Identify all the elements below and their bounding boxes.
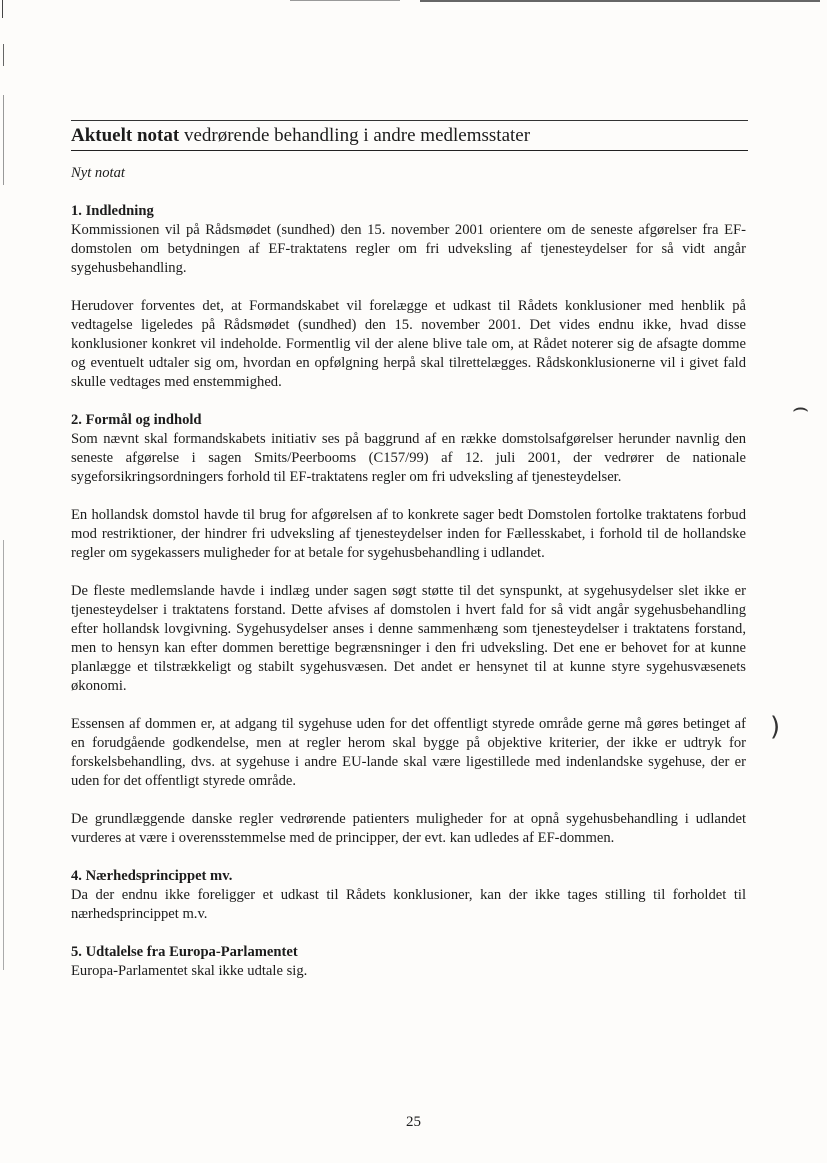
subtitle: Nyt notat xyxy=(71,165,125,181)
title-block xyxy=(71,120,748,151)
paragraph: Da der endnu ikke foreligger et udkast til Rådets konklusioner, kan der ikke tages stilling til forholdet til nærhedsprincippet m.v. xyxy=(71,887,746,922)
section-heading: 5. Udtalelse fra Europa-Parlamentet xyxy=(71,944,298,960)
page-number: 25 xyxy=(406,1114,421,1130)
paragraph: Kommissionen vil på Rådsmødet (sundhed) den 15. november 2001 orientere om de seneste afgørelser fra EF-domstolen om betydningen af EF-traktatens regler om fri udveksling af tjenesteydelser for så vidt angår sygehusbehandling. xyxy=(71,222,746,276)
paragraph: Essensen af dommen er, at adgang til sygehuse uden for det offentligt styrede område gerne må gøres betinget af en forudgående godkendelse, men at regler herom skal bygge på objektive kriterier, der ikke er udtryk for forskelsbehandling, dvs. at sygehuse i andre EU-lande skal være ligestillede med indenlandske sygehuse, der er uden for det offentligt styrede område. xyxy=(71,716,746,789)
scan-artifact-mark: ⌢ xyxy=(792,393,810,423)
paragraph: Som nævnt skal formandskabets initiativ ses på baggrund af en række domstolsafgørelser herunder navnlig den seneste afgørelse i sagen Smits/Peerbooms (C157/99) af 12. juli 2001, der vedrører de nationale sygeforsikringsordningers forhold til EF-traktatens regler om fri udveksling af tjenesteydelser. xyxy=(71,431,746,485)
section-heading: 4. Nærhedsprincippet mv. xyxy=(71,868,233,884)
scan-artifact-line xyxy=(420,0,820,2)
page-title xyxy=(71,124,748,148)
section-heading: 2. Formål og indhold xyxy=(71,412,202,428)
paragraph: Europa-Parlamentet skal ikke udtale sig. xyxy=(71,963,308,979)
scan-artifact-tick xyxy=(3,44,4,66)
paragraph: Herudover forventes det, at Formandskabet vil forelægge et udkast til Rådets konklusioner med henblik på vedtagelse ligeledes på Rådsmødet (sundhed) den 15. november 2001. Det vides endnu ikke, hvad disse konklusioner konkret vil indeholde. Formentlig vil der alene blive tale om, at Rådet noterer sig de afsagte domme og eventuelt udtaler sig om, hvordan en opfølgning herpå skal tilrettelægges. Rådskonklusionerne vil i givet fald skulle vedtages med enstemmighed. xyxy=(71,298,746,390)
scan-artifact-line xyxy=(290,0,400,1)
scan-artifact-tick xyxy=(3,95,4,185)
section-heading: 1. Indledning xyxy=(71,203,154,219)
paragraph: De grundlæggende danske regler vedrørende patienters muligheder for at opnå sygehusbehandling i udlandet vurderes at være i overensstemmelse med de principper, der evt. kan udledes af EF-dommen. xyxy=(71,811,746,846)
title-rest: vedrørende behandling i andre medlemsstater xyxy=(179,125,531,146)
title-bold: Aktuelt notat xyxy=(71,125,180,146)
scan-artifact-mark: ) xyxy=(770,712,781,742)
scan-artifact-tick xyxy=(3,540,4,970)
section-naerhedsprincippet xyxy=(71,867,746,924)
section-indledning xyxy=(71,202,746,392)
scan-artifact-tick xyxy=(2,0,3,18)
document-body xyxy=(71,164,746,981)
section-udtalelse xyxy=(71,943,746,981)
paragraph: En hollandsk domstol havde til brug for afgørelsen af to konkrete sager bedt Domstolen fortolke traktatens forbud mod restriktioner, der hindrer fri udveksling af tjenesteydelser inden for Fællesskabet, i forhold til de hollandske regler om sygekassers muligheder for at betale for sygehusbehandling i udlandet. xyxy=(71,507,746,561)
section-formaal-og-indhold xyxy=(71,411,746,848)
paragraph: De fleste medlemslande havde i indlæg under sagen søgt støtte til det synspunkt, at sygehusydelser slet ikke er tjenesteydelser i traktatens forstand. Dette afvises af domstolen i hvert fald for så vidt angår sygehusbehandling efter hollandsk lovgivning. Sygehusydelser anses i denne sammenhæng som tjenesteydelser i traktatens forstand, men to hensyn kan efter dommen berettige begrænsninger i den fri udveksling. Det ene er behovet for at kunne planlægge et tilstrækkeligt og stabilt sygehusvæsen. Det andet er hensynet til at kunne styre sygehusvæsenets økonomi. xyxy=(71,583,746,694)
